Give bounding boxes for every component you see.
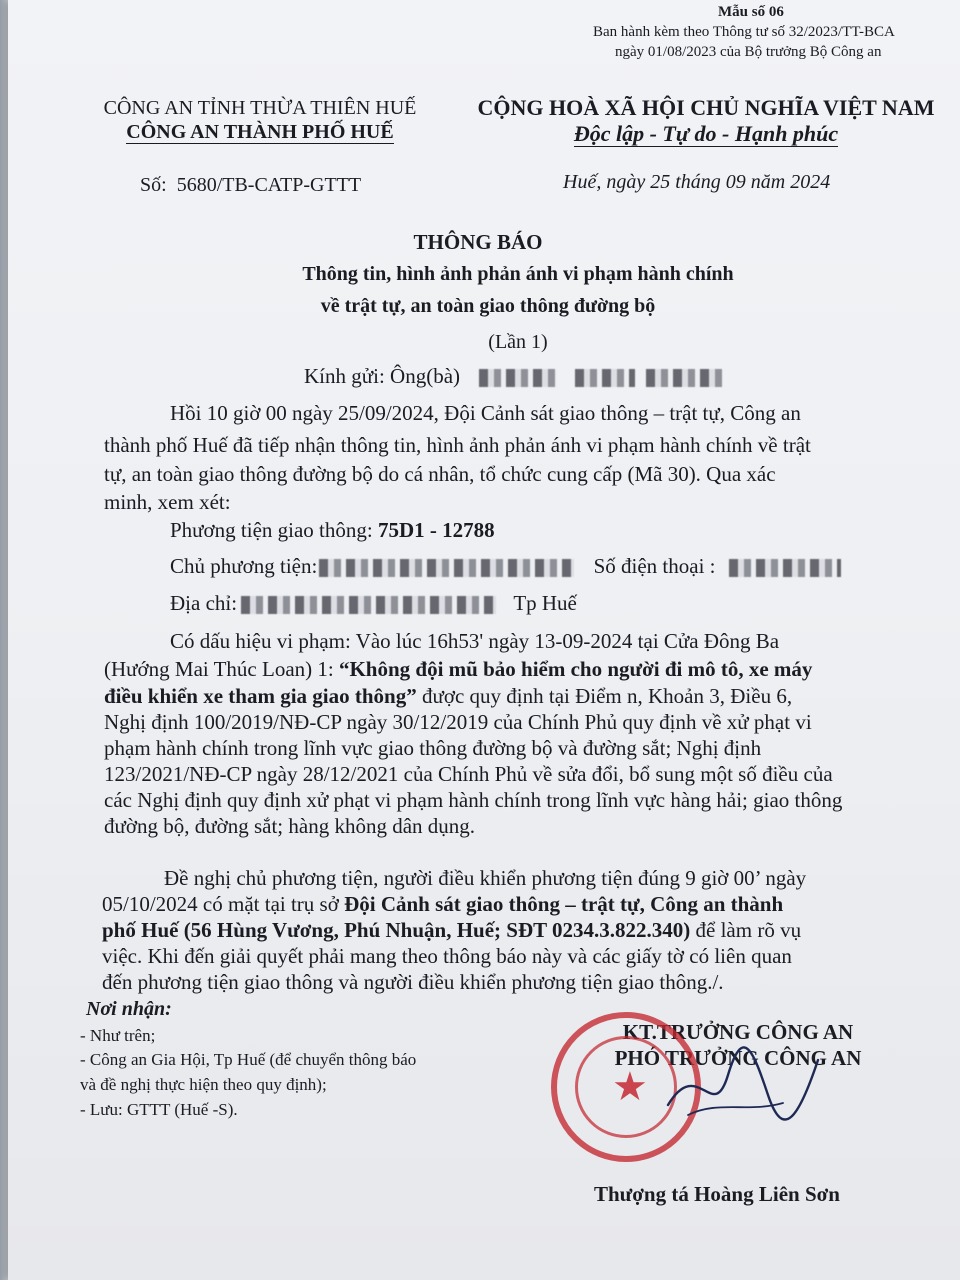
recipient-line: Kính gửi: Ông(bà)	[304, 364, 722, 389]
vehicle-line: Phương tiện giao thông: 75D1 - 12788	[170, 518, 495, 542]
recipients-heading: Nơi nhận:	[86, 998, 172, 1020]
document-iteration: (Lần 1)	[488, 331, 548, 353]
signer-name: Thượng tá Hoàng Liên Sơn	[594, 1182, 840, 1206]
form-issued-line-2: ngày 01/08/2023 của Bộ trưởng Bộ Công an	[615, 44, 882, 60]
document-date: Huế, ngày 25 tháng 09 năm 2024	[563, 171, 831, 193]
violation-line2: (Hướng Mai Thúc Loan) 1: “Không đội mũ bảo hiểm cho người đi mô tô, xe máy	[104, 657, 813, 681]
redacted-phone	[729, 559, 841, 577]
violation-line7: các Nghị định quy định xử phạt vi phạm hành chính trong lĩnh vực hàng hải; giao thông	[104, 788, 843, 812]
violation-line8: đường bộ, đường sắt; hàng không dân dụng.	[104, 814, 476, 838]
request-line2: 05/10/2024 có mặt tại trụ sở Đội Cảnh sát giao thông – trật tự, Công an thành	[102, 892, 784, 916]
handwritten-signature-icon	[658, 1035, 828, 1145]
request-line1: Đề nghị chủ phương tiện, người điều khiển phương tiện đúng 9 giờ 00’ ngày	[164, 866, 807, 890]
request-line3: phố Huế (56 Hùng Vương, Phú Nhuận, Huế; SĐT 0234.3.822.340) để làm rõ vụ	[102, 918, 802, 942]
redacted-owner-name	[319, 559, 574, 577]
address-line: Địa chỉ: Tp Huế	[170, 591, 577, 615]
redacted-recipient-name-2	[575, 369, 635, 387]
redacted-address	[241, 596, 496, 614]
violation-line5: phạm hành chính trong lĩnh vực giao thông đường bộ và đường sắt; Nghị định	[104, 736, 762, 760]
document-page	[8, 0, 960, 1280]
signer-authority-1: KT.TRƯỞNG CÔNG AN	[622, 1020, 854, 1044]
violation-line4: Nghị định 100/2019/NĐ-CP ngày 30/12/2019 của Chính Phủ quy định về xử phạt vi	[104, 710, 812, 734]
para1-line1: Hồi 10 giờ 00 ngày 25/09/2024, Đội Cảnh sát giao thông – trật tự, Công an	[170, 401, 801, 425]
para1-line2: thành phố Huế đã tiếp nhận thông tin, hình ảnh phản ánh vi phạm hành chính về trật	[104, 433, 811, 457]
recipient-item-1: - Như trên;	[80, 1026, 156, 1045]
request-line4: việc. Khi đến giải quyết phải mang theo thông báo này và các giấy tờ có liên quan	[102, 944, 792, 968]
document-subtitle-2: về trật tự, an toàn giao thông đường bộ	[320, 295, 656, 317]
license-plate: 75D1 - 12788	[377, 518, 495, 542]
recipient-item-3: và đề nghị thực hiện theo quy định);	[80, 1075, 327, 1094]
redacted-recipient-name-1	[479, 369, 557, 387]
document-subtitle-1: Thông tin, hình ảnh phản ánh vi phạm hành chính	[302, 263, 734, 285]
document-number: Số: 5680/TB-CATP-GTTT	[140, 174, 362, 196]
redacted-recipient-name-3	[646, 369, 722, 387]
form-issued-line-1: Ban hành kèm theo Thông tư số 32/2023/TT-BCA	[593, 24, 895, 40]
request-line5: đến phương tiện giao thông và người điều khiển phương tiện giao thông./.	[102, 970, 724, 994]
national-motto: Độc lập - Tự do - Hạnh phúc	[573, 121, 839, 146]
para1-line4: minh, xem xét:	[104, 490, 231, 514]
signer-authority-2: PHÓ TRƯỞNG CÔNG AN	[614, 1046, 862, 1070]
recipient-item-4: - Lưu: GTTT (Huế -S).	[80, 1100, 238, 1119]
violation-line3: điều khiển xe tham gia giao thông” được quy định tại Điểm n, Khoản 3, Điều 6,	[104, 684, 793, 708]
national-title: CỘNG HOÀ XÃ HỘI CHỦ NGHĨA VIỆT NAM	[477, 95, 935, 120]
form-number: Mẫu số 06	[718, 4, 784, 20]
owner-line: Chủ phương tiện: Số điện thoại :	[170, 554, 841, 579]
issuer-name: CÔNG AN THÀNH PHỐ HUẾ	[126, 121, 394, 143]
document-title: THÔNG BÁO	[413, 230, 543, 254]
violation-line6: 123/2021/NĐ-CP ngày 28/12/2021 của Chính Phủ về sửa đổi, bổ sung một số điều của	[104, 762, 833, 786]
seal-star-icon: ★	[612, 1064, 648, 1109]
recipient-item-2: - Công an Gia Hội, Tp Huế (để chuyển thông báo	[80, 1050, 417, 1069]
para1-line3: tự, an toàn giao thông đường bộ do cá nhân, tổ chức cung cấp (Mã 30). Qua xác	[104, 462, 776, 486]
issuer-parent: CÔNG AN TỈNH THỪA THIÊN HUẾ	[103, 97, 417, 119]
violation-line1: Có dấu hiệu vi phạm: Vào lúc 16h53' ngày 13-09-2024 tại Cửa Đông Ba	[170, 629, 780, 653]
